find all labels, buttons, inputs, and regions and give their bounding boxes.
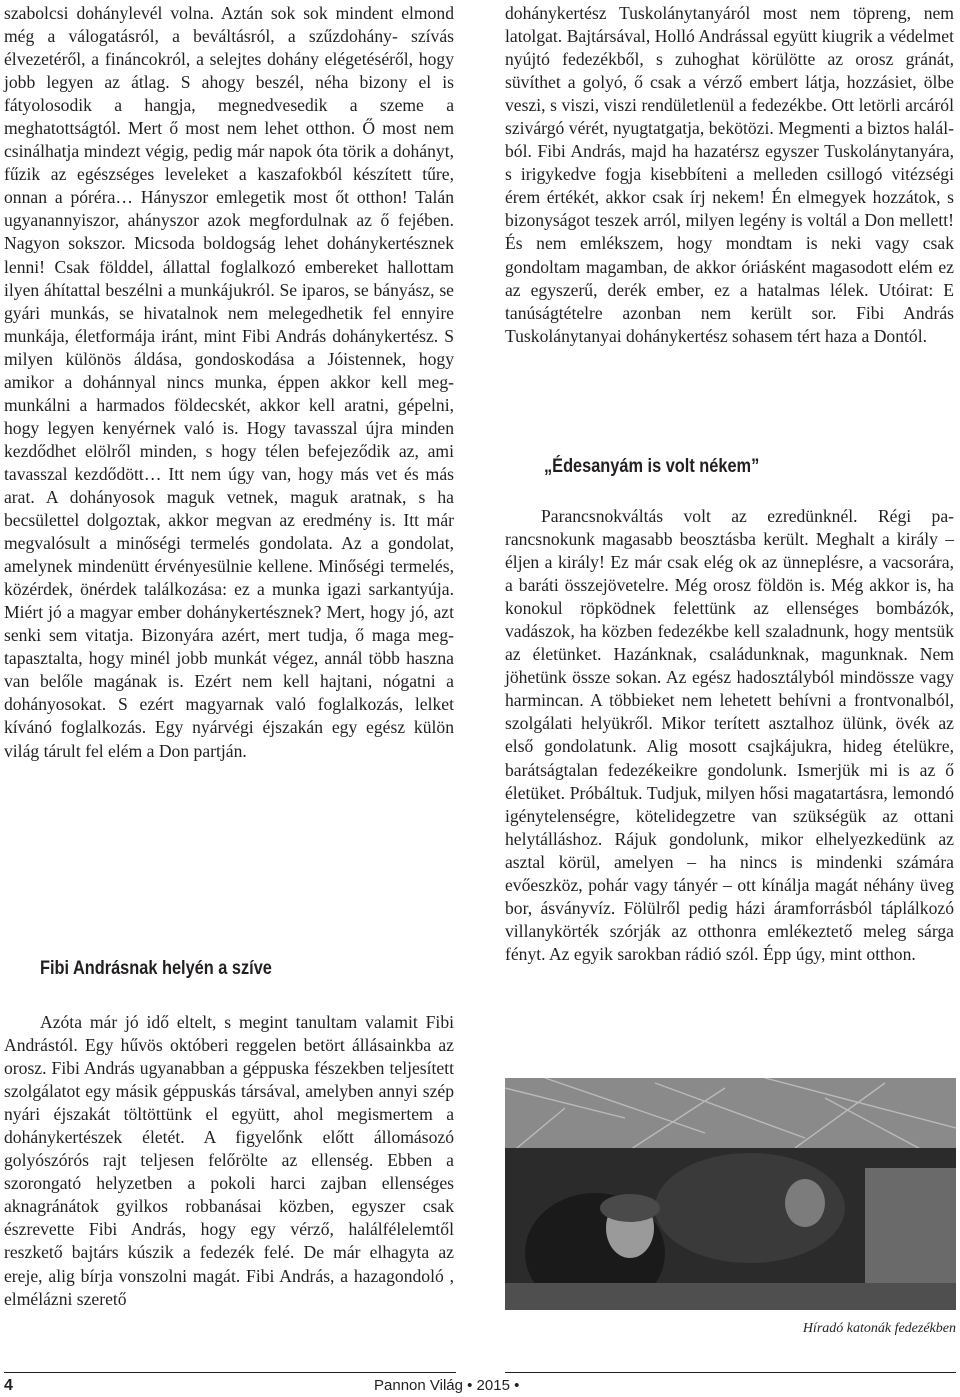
page-footer: [4, 1375, 956, 1397]
section-heading-wrapper: [40, 957, 310, 981]
section-heading-wrapper: [544, 455, 794, 479]
body-paragraph: Parancsnokváltás volt az ezredünknél. Régi parancsnokunk magasabb beosztásba került. Meghalt a király – éljen a király! Ez már csak elég ok az ünneplésre, a vacsorára, a baráti összejövetelre. Még orosz földön is. Még akkor is, ha konokul röpködnek felettünk az ellenséges bombázók, vadászok, ha közben fedezékbe kell szaladnunk, hogy mentsük az életünket. Hazánknak, családunknak, magunknak. Nem jöhetünk össze sokan. Az egész hadosztályból mindössze vagy harmincan. A többieket nem lehetett behívni a frontvonalból, szolgálati helyükről. Mikor terített asztalhoz ülünk, övék az első gondolatunk. Alig mosott csajkájukra, hideg ételükre, barátságtalan fedezékeikre gondolunk. Ismerjük mi is az ő életüket. Próbáltuk. Tudjuk, milyen hősi magatartásra, lemondó igénytelenségre, kötelidegzetre van szükségük az ottani helytálláshoz. Rájuk gondolunk, mikor elhelyezkedünk az asztal körül, amelyen – ha nincs is mindenki számára evőeszköz, pohár vagy tányér – ott kínálja magát néhány üveg bor, ásványvíz. Fölülről pedig házi áramforrásból táplálkozó villanykörték szórják az otthonra emlékeztető meleg sárga fényt. Az egyik sarokban rádió szól. Épp úgy, mint otthon.: [505, 506, 954, 964]
section-heading: „Édesanyám is volt nékem”: [544, 456, 760, 477]
page-number: 4: [4, 1377, 13, 1394]
body-paragraph: szabolcsi dohánylevél volna. Aztán sok sok mindent elmond még a válogatásról, a beváltásról, a szűzdohány- szívás élvezetéről, a fináncokról, a selejtes dohány elégetéséről, hogy jobb legyen az átlag. S ahogy beszél, néha bizony el is fátyolosodik a hangja, megnedvesedik a szeme a meghatottságtól. Mert ő most nem lehet otthon. Ő most nem csinálhatja mindezt végig, pedig már napok óta törik a dohányt, fűzik az egészséges leveleket a kaszafokból készített tűre, onnan a póréra… Hányszor emlegetik most őt otthon! Talán ugyanannyiszor, ahányszor azok megfordulnak az ő fejében. Nagyon sokszor. Micsoda boldogság lehet dohánykertésznek lenni! Csak földdel, állattal foglalkozó embereket hallottam ilyen áhítattal beszélni a munkájukról. Se iparos, se bányász, se gyári munkás, se hivatalnok nem melegedhetik fel ennyire munkája, életformája iránt, mint Fibi András dohánykertész. S milyen különös áldása, gondoskodása a Jóistennek, hogy amikor a dohánnyal nincs munka, éppen akkor kell megmunkálni a harmados földecskét, akkor kell aratni, gépelni, hogy legyen kenyérnek való is. Hogy tavasszal újra minden kezdődhet elölről minden, s hogy télen befejeződik az, ami tavasszal kezdődött… Itt nem úgy van, hogy más vet és más arat. A dohányosok maguk vetnek, maguk aratnak, s ha becsülettel dolgoztak, akkor megvan az eredmény is. Itt már megvalósult a minőségi termelés gondolata. Az a gondolat, amelynek mindenütt érvényesülnie kellene. Minőségi termelés, közérdek, önérdek találkozása: ez a munka igazi sarkantyúja. Miért jó a magyar ember dohánykertésznek? Mert, hogy jó, azt senki sem vitatja. Bizonyára azért, mert tudja, ő maga megtapasztalta, hogy minél jobb munkát végez, annál több haszna van belőle magának is. Ezért nem kell hajtani, nógatni a dohányosokat. S ezért magyarnak való foglalkozás, lelket kívánó foglalkozás. Egy nyárvégi éjszakán egy egész külön világ tárult fel elém a Don partján.: [4, 3, 454, 761]
footer-rule: [4, 1372, 456, 1373]
footer-rule: [505, 1372, 956, 1373]
photo-signal-soldiers-in-dugout: [505, 1078, 956, 1310]
running-footer-title: Pannon Világ • 2015 •: [374, 1377, 520, 1394]
photo-image: [505, 1078, 956, 1310]
body-paragraph: dohánykertész Tuskolánytanyáról most nem töpreng, nem latolgat. Bajtársával, Holló Andrással együtt kiugrik a védelmet nyújtó fedezékből, s zuhoghat körülötte az orosz gránát, süvíthet a golyó, ő csak a vérző embert látja, hozzásiet, ölbe veszi, s viszi, viszi rendületlenül a fedezékbe. Ott letörli arcáról szivárgó vérét, nyugtatgatja, bekötözi. Megmenti a biztos halálból. Fibi András, majd ha hazatérsz egyszer Tuskolánytanyára, s irigykedve fogja kisebbíteni a melleden csillogó vitézségi érem értékét, akkor csak írj nekem! Én elmegyek hozzátok, s bizonyságot teszek arról, milyen legény is voltál a Don mellett! És nem emlékszem, hogy mondtam is neki vagy csak gondoltam magamban, de akkor óriásként magasodott elém ez az egyszerű, derék ember, ez a hatalmas lélek. Utóirat: E tanúságtételre azonban nem került sor. Fibi András Tuskolánytanyai dohánykertész sohasem tért haza a Dontól.: [505, 3, 954, 346]
body-paragraph: Azóta már jó idő eltelt, s megint tanultam valamit Fibi Andrástól. Egy hűvös októberi reggelen betört állásainkba az orosz. Fibi András ugyanabban a géppuska fészekben teljesített szolgálatot egy másik géppuskás társával, amelyben annyi szép nyári éjszakát töltöttünk el együtt, ahol megismertem a dohánykertészek életét. A figyelőnk előtt állomásozó golyószórós rajt teljesen felőrölte az ellenség. Ebben a szorongató helyzetben a pokoli harci zajban ellenséges aknagránátok gyilkos robbanásai közben, egyszer csak észrevette Fibi András, hogy egy vérző, halálfélelemtől reszkető bajtárs kúszik a fedezék felé. De már elhagyta az ereje, alig bírja vonszolni magát. Fibi András, a hazagondoló , elmélázni szerető: [4, 1012, 454, 1309]
photo-caption: Híradó katonák fedezékben: [802, 1321, 956, 1336]
section-heading: Fibi Andrásnak helyén a szíve: [40, 958, 272, 979]
